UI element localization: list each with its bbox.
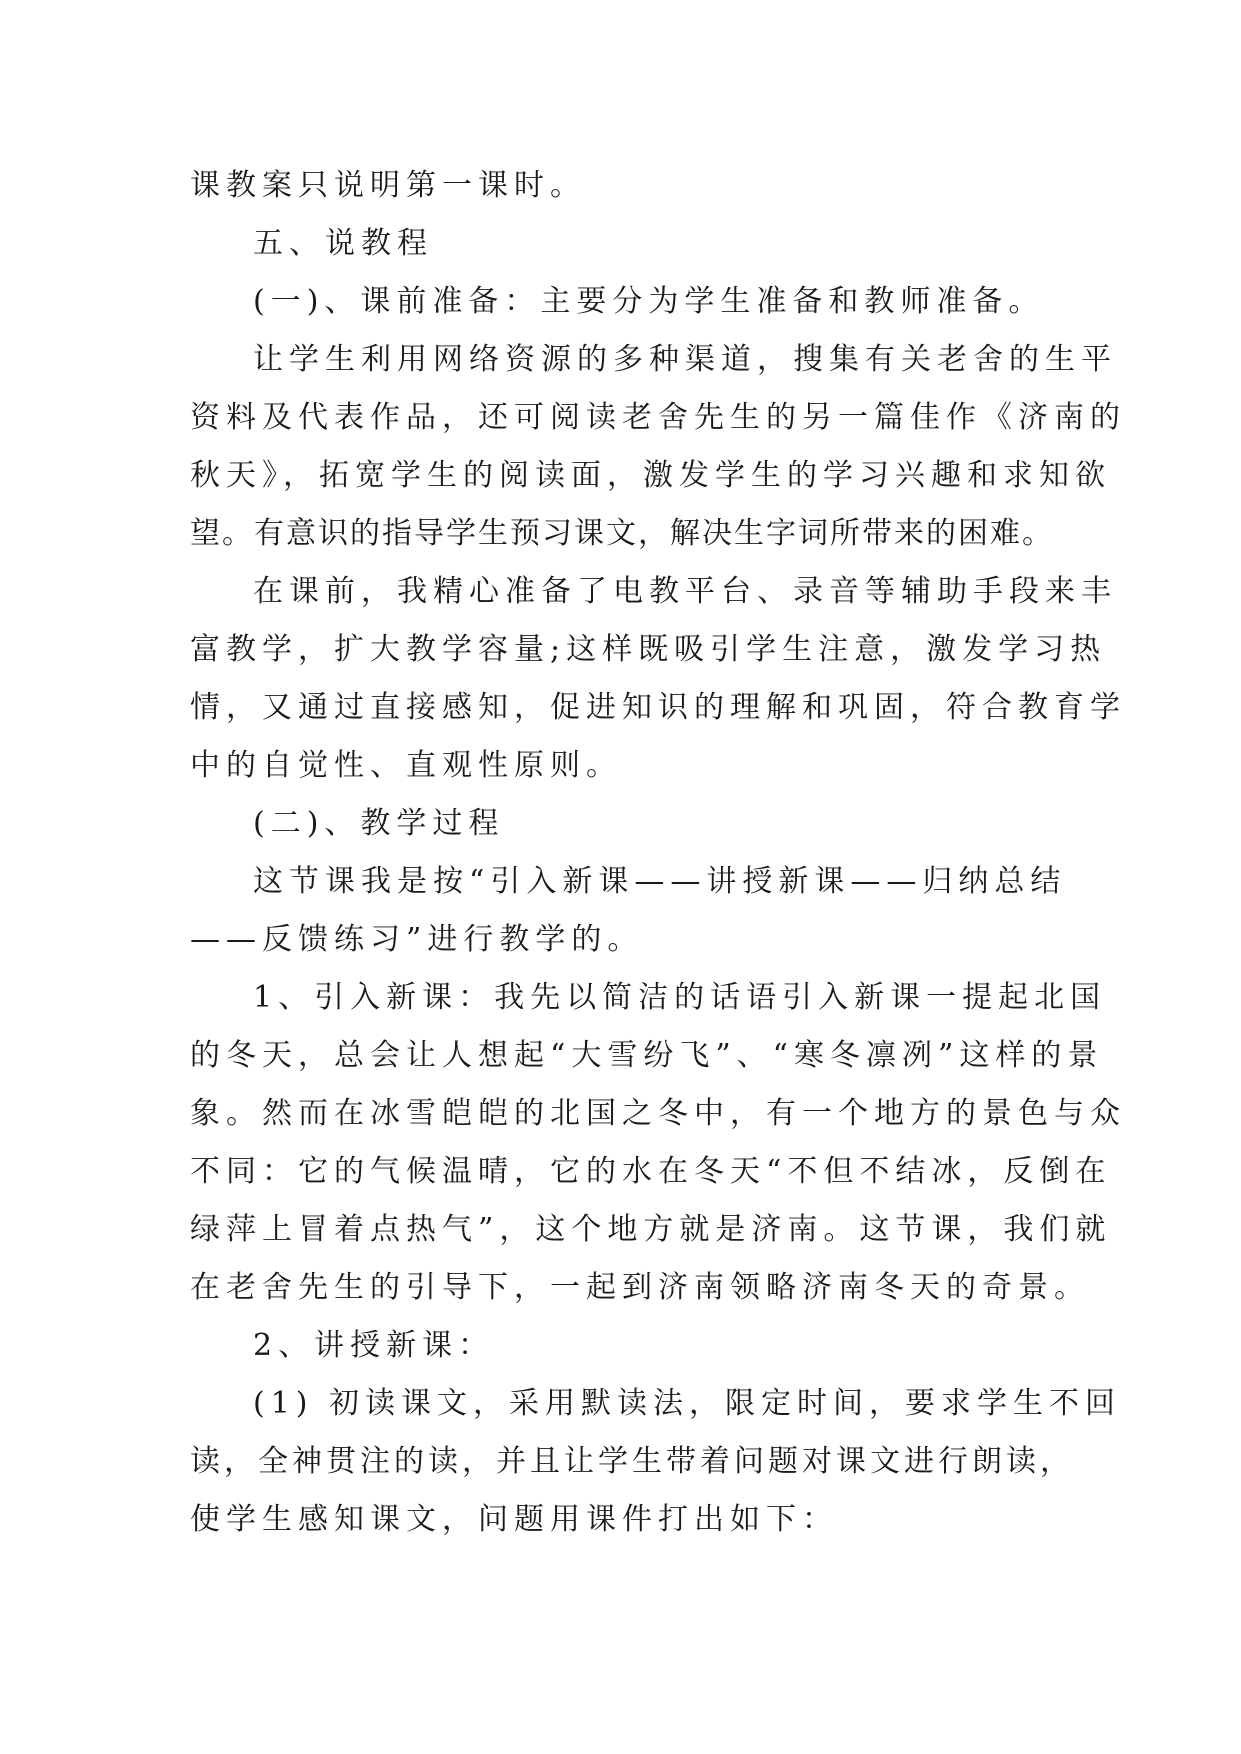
text-line: 资料及代表作品，还可阅读老舍先生的另一篇佳作《济南的 [190, 400, 1126, 435]
subsection-heading: (二)、教学过程 [253, 806, 505, 841]
text-line: 情，又通过直接感知，促进知识的理解和巩固，符合教育学 [190, 690, 1126, 725]
text-line: 这节课我是按“引入新课——讲授新课——归纳总结 [253, 864, 1067, 899]
text-line: 中的自觉性、直观性原则。 [190, 748, 622, 783]
text-line: 1、引入新课：我先以简洁的话语引入新课一提起北国 [253, 980, 1107, 1015]
text-line: 使学生感知课文，问题用课件打出如下： [190, 1502, 838, 1537]
text-line: (1) 初读课文，采用默读法，限定时间，要求学生不回 [253, 1386, 1122, 1421]
text-line: 读，全神贯注的读，并且让学生带着问题对课文进行朗读， [190, 1444, 1074, 1479]
section-heading: 五、说教程 [253, 226, 433, 261]
text-line: 望。有意识的指导学生预习课文，解决生字词所带来的困难。 [190, 516, 1054, 551]
text-line: 秋天》，拓宽学生的阅读面，激发学生的学习兴趣和求知欲 [190, 458, 1111, 493]
text-line: 不同：它的气候温晴，它的水在冬天“不但不结冰，反倒在 [190, 1154, 1112, 1189]
text-line: 让学生利用网络资源的多种渠道，搜集有关老舍的生平 [253, 342, 1117, 377]
text-line: 在课前，我精心准备了电教平台、录音等辅助手段来丰 [253, 574, 1117, 609]
text-line: 2、讲授新课： [253, 1328, 495, 1363]
text-line: 象。然而在冰雪皑皑的北国之冬中，有一个地方的景色与众 [190, 1096, 1126, 1131]
text-line: 绿萍上冒着点热气”，这个地方就是济南。这节课，我们就 [190, 1212, 1112, 1247]
text-line: 的冬天，总会让人想起“大雪纷飞”、“寒冬凛冽”这样的景 [190, 1038, 1104, 1073]
subsection-heading: (一)、课前准备：主要分为学生准备和教师准备。 [253, 284, 1045, 319]
text-line: ——反馈练习”进行教学的。 [190, 922, 644, 957]
text-line: 富教学，扩大教学容量;这样既吸引学生注意，激发学习热 [190, 632, 1107, 667]
text-line: 在老舍先生的引导下，一起到济南领略济南冬天的奇景。 [190, 1270, 1090, 1305]
text-line: 课教案只说明第一课时。 [190, 168, 586, 203]
